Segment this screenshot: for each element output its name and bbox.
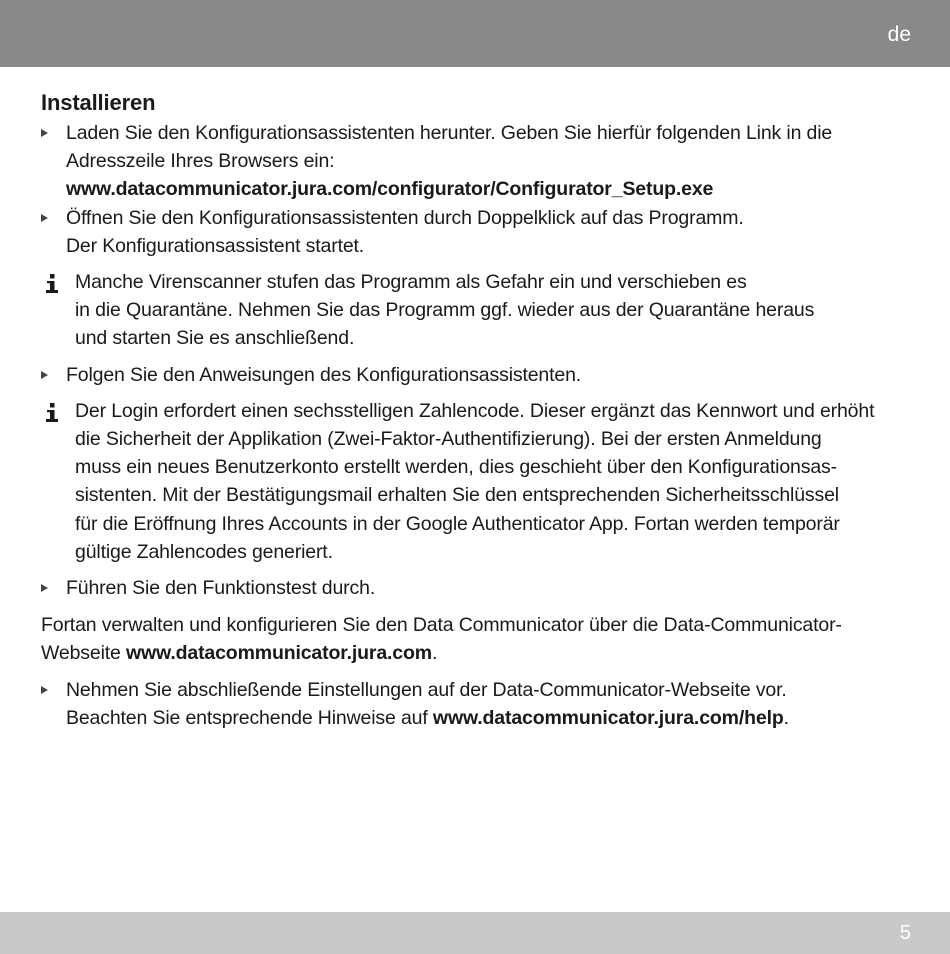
step-text: Öffnen Sie den Konfigurationsassistenten durch Doppelklick auf das Programm.: [66, 206, 744, 229]
note-text: und starten Sie es anschließend.: [75, 327, 355, 350]
note-text: für die Eröffnung Ihres Accounts in der Google Authenticator App. Fortan werden temporär: [75, 512, 840, 535]
bullet-triangle-icon: [41, 584, 48, 592]
page-number: 5: [899, 922, 911, 944]
step-text: Beachten Sie entsprechende Hinweise auf: [66, 706, 433, 729]
note-text: die Sicherheit der Applikation (Zwei-Faktor-Authentifizierung). Bei der ersten Anmeldung: [75, 428, 822, 451]
note-text: muss ein neues Benutzerkonto erstellt werden, dies geschieht über den Konfigurationsas-: [75, 456, 837, 479]
note-text: gültige Zahlencodes generiert.: [75, 540, 333, 563]
bullet-triangle-icon: [41, 129, 48, 137]
step-download: [41, 119, 921, 204]
header-bar: [0, 0, 950, 67]
step-text: Adresszeile Ihres Browsers ein:: [66, 150, 335, 173]
paragraph-text: .: [431, 642, 438, 665]
page-content: [41, 88, 921, 732]
step-text: Folgen Sie den Anweisungen des Konfigurationsassistenten.: [66, 363, 582, 386]
info-paragraph: [41, 611, 921, 667]
step-text: .: [783, 706, 789, 729]
step-open: [41, 204, 921, 260]
info-icon: [45, 403, 59, 423]
help-page-link[interactable]: www.datacommunicator.jura.com/help: [432, 706, 784, 729]
datacommunicator-website-link[interactable]: www.datacommunicator.jura.com: [126, 642, 432, 665]
bullet-triangle-icon: [41, 371, 48, 379]
language-label: de: [887, 23, 911, 46]
paragraph-line: [41, 639, 921, 667]
bullet-triangle-icon: [41, 686, 48, 694]
note-text: sistenten. Mit der Bestätigungsmail erhalten Sie den entsprechenden Sicherheitsschlüssel: [75, 484, 839, 507]
paragraph-text: Webseite: [41, 642, 127, 665]
step-function-test: [41, 574, 921, 602]
note-text: Der Login erfordert einen sechsstelligen Zahlencode. Dieser ergänzt das Kennwort und erhöht: [75, 399, 875, 422]
step-final-settings: [41, 676, 921, 732]
note-login: [41, 397, 921, 566]
configurator-download-link[interactable]: www.datacommunicator.jura.com/configurator/Configurator_Setup.exe: [66, 178, 714, 201]
paragraph-text: Fortan verwalten und konfigurieren Sie den Data Communicator über die Data-Communicator-: [41, 614, 842, 637]
step-follow-instructions: [41, 361, 921, 389]
note-text: in die Quarantäne. Nehmen Sie das Programm ggf. wieder aus der Quarantäne heraus: [75, 299, 815, 322]
section-heading: Installieren: [41, 90, 156, 115]
info-icon: [45, 274, 59, 294]
step-text: Der Konfigurationsassistent startet.: [66, 234, 365, 257]
note-text: Manche Virenscanner stufen das Programm als Gefahr ein und verschieben es: [75, 271, 747, 294]
note-virus-scanner: [41, 268, 921, 353]
step-text: Laden Sie den Konfigurationsassistenten herunter. Geben Sie hierfür folgenden Link in die: [66, 122, 833, 144]
step-text: Führen Sie den Funktionstest durch.: [66, 577, 376, 600]
footer-bar: [0, 912, 950, 954]
bullet-triangle-icon: [41, 214, 48, 222]
step-line: [66, 704, 921, 732]
step-text: Nehmen Sie abschließende Einstellungen auf der Data-Communicator-Webseite vor.: [66, 678, 787, 701]
